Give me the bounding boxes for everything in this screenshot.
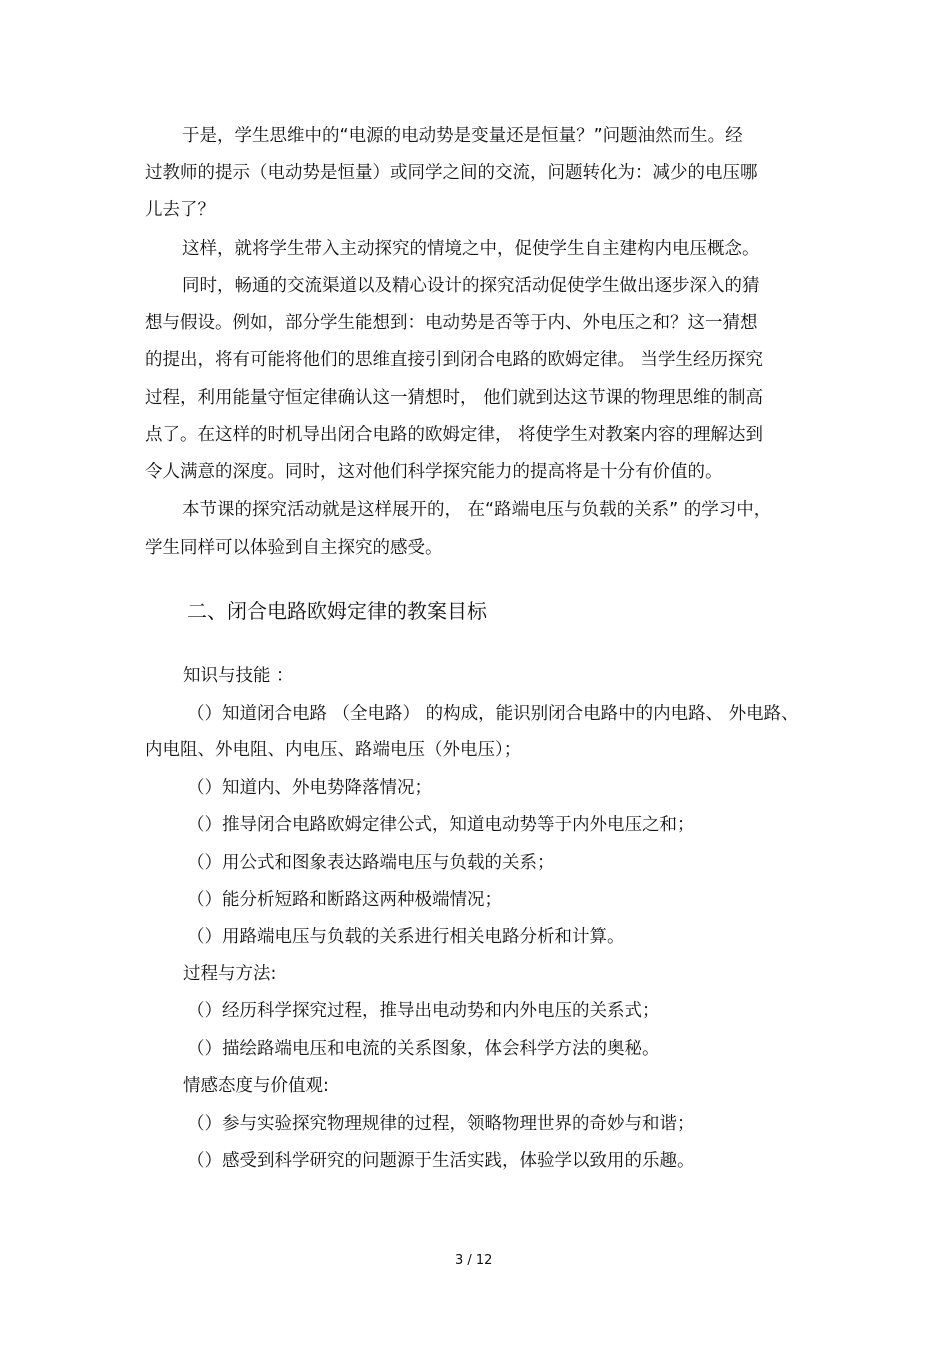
paragraph-line: 同时，畅通的交流渠道以及精心设计的探究活动促使学生做出逐步深入的猜 <box>182 276 760 296</box>
objective-item: （）经历科学探究过程，推导出电动势和内外电压的关系式； <box>187 1001 660 1021</box>
objective-item: （）参与实验探究物理规律的过程，领略物理世界的奇妙与和谐； <box>187 1114 695 1134</box>
paragraph-line: 点了。在这样的时机导出闭合电路的欧姆定律， 将使学生对教案内容的理解达到 <box>145 425 764 445</box>
section-heading: 二、闭合电路欧姆定律的教案目标 <box>187 599 487 623</box>
objective-item: （）知道内、外电势降落情况； <box>187 778 432 798</box>
paragraph-line: 的提出，将有可能将他们的思维直接引到闭合电路的欧姆定律。 当学生经历探究 <box>145 350 764 370</box>
objective-item: （）能分析短路和断路这两种极端情况； <box>187 890 502 910</box>
paragraph-line: 学生同样可以体验到自主探究的感受。 <box>145 538 443 558</box>
objective-item: （）用路端电压与负载的关系进行相关电路分析和计算。 <box>187 927 625 947</box>
objective-item: （）推导闭合电路欧姆定律公式，知道电动势等于内外电压之和； <box>187 815 695 835</box>
paragraph-line: 过教师的提示（电动势是恒量）或同学之间的交流，问题转化为：减少的电压哪 <box>145 163 758 183</box>
paragraph-line: 这样，就将学生带入主动探究的情境之中，促使学生自主建构内电压概念。 <box>182 239 760 259</box>
paragraph-line: 于是，学生思维中的“电源的电动势是变量还是恒量？”问题油然而生。经 <box>182 126 743 146</box>
objective-item: （）描绘路端电压和电流的关系图象，体会科学方法的奥秘。 <box>187 1039 660 1059</box>
objective-item: （）用公式和图象表达路端电压与负载的关系； <box>187 853 555 873</box>
objective-item: 内电阻、外电阻、内电压、路端电压（外电压）； <box>145 740 522 760</box>
objective-item: （）感受到科学研究的问题源于生活实践，体验学以致用的乐趣。 <box>187 1151 695 1171</box>
objective-category: 知识与技能 ： <box>183 666 294 686</box>
paragraph-line: 想与假设。例如，部分学生能想到：电动势是否等于内、外电压之和？这一猜想 <box>145 313 758 333</box>
paragraph-line: 本节课的探究活动就是这样展开的， 在“路端电压与负载的关系” 的学习中， <box>182 500 772 520</box>
paragraph-line: 令人满意的深度。同时，这对他们科学探究能力的提高将是十分有价值的。 <box>145 462 723 482</box>
page-number: 3 / 12 <box>455 1253 493 1268</box>
objective-category: 情感态度与价值观: <box>183 1076 329 1096</box>
paragraph-line: 过程，利用能量守恒定律确认这一猜想时， 他们就到达这节课的物理思维的制高 <box>145 388 764 408</box>
objective-category: 过程与方法: <box>183 964 277 984</box>
objective-item: （）知道闭合电路 （全电路） 的构成，能识别闭合电路中的内电路、 外电路、 <box>187 704 799 724</box>
paragraph-line: 儿去了？ <box>145 200 215 220</box>
